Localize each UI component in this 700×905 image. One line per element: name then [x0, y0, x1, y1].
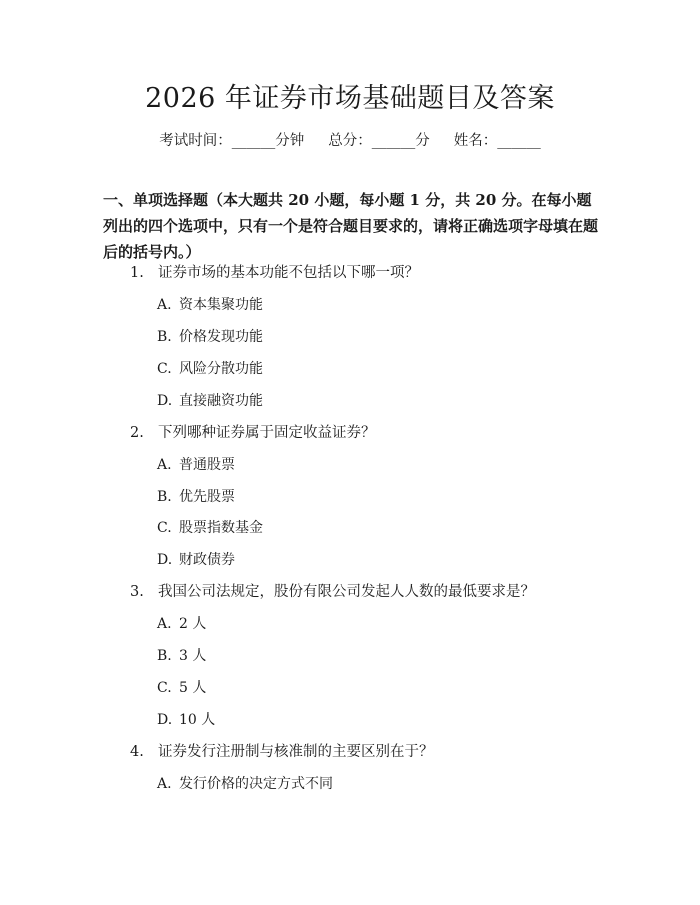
option-1d [157, 391, 263, 411]
question-text: 证券市场的基本功能不包括以下哪一项？ [158, 265, 419, 281]
question-3 [130, 582, 535, 602]
option-letter: B. [157, 648, 172, 664]
option-letter: C. [157, 680, 172, 696]
option-letter: D. [157, 393, 173, 409]
option-1a [157, 295, 263, 315]
option-text: 财政债券 [179, 552, 235, 568]
option-letter: B. [157, 329, 172, 345]
option-text: 价格发现功能 [179, 329, 263, 345]
option-4a [157, 774, 333, 794]
question-1 [130, 263, 419, 283]
option-3d [157, 710, 215, 730]
question-4 [130, 742, 434, 762]
option-text: 2 人 [179, 616, 207, 632]
question-number: 3. [130, 584, 144, 600]
option-text: 5 人 [179, 680, 207, 696]
option-text: 普通股票 [179, 457, 235, 473]
question-number: 2. [130, 425, 144, 441]
question-2 [130, 423, 376, 443]
name-label: 姓名：______ [453, 133, 541, 149]
option-2b [157, 487, 235, 507]
option-letter: A. [157, 616, 172, 632]
option-letter: D. [157, 712, 173, 728]
option-text: 股票指数基金 [179, 520, 263, 536]
option-2d [157, 550, 235, 570]
exam-meta [0, 131, 700, 151]
question-text: 我国公司法规定，股份有限公司发起人人数的最低要求是？ [158, 584, 535, 600]
option-letter: A. [157, 776, 172, 792]
question-text: 下列哪种证券属于固定收益证券？ [158, 425, 376, 441]
page-title: 2026 年证券市场基础题目及答案 [145, 83, 555, 114]
option-letter: B. [157, 489, 172, 505]
question-number: 4. [130, 744, 144, 760]
option-text: 发行价格的决定方式不同 [179, 776, 333, 792]
option-2a [157, 455, 235, 475]
option-text: 资本集聚功能 [179, 297, 263, 313]
option-text: 10 人 [179, 712, 216, 728]
option-letter: D. [157, 552, 173, 568]
option-letter: C. [157, 361, 172, 377]
question-number: 1. [130, 265, 144, 281]
option-3b [157, 646, 206, 666]
option-2c [157, 518, 263, 538]
exam-time-label: 考试时间：______分钟 [159, 133, 305, 149]
option-letter: A. [157, 297, 172, 313]
option-3c [157, 678, 206, 698]
option-letter: C. [157, 520, 172, 536]
option-text: 风险分散功能 [179, 361, 263, 377]
option-text: 直接融资功能 [179, 393, 263, 409]
option-1c [157, 359, 263, 379]
option-3a [157, 614, 206, 634]
question-text: 证券发行注册制与核准制的主要区别在于？ [158, 744, 434, 760]
total-score-label: 总分：______分 [328, 133, 430, 149]
option-letter: A. [157, 457, 172, 473]
section-heading: 一、单项选择题（本大题共 20 小题，每小题 1 分，共 20 分。在每小题列出的四个选项中，只有一个是符合题目要求的，请将正确选项字母填在题后的括号内。） [103, 191, 599, 261]
option-text: 优先股票 [179, 489, 235, 505]
option-text: 3 人 [179, 648, 207, 664]
option-1b [157, 327, 263, 347]
